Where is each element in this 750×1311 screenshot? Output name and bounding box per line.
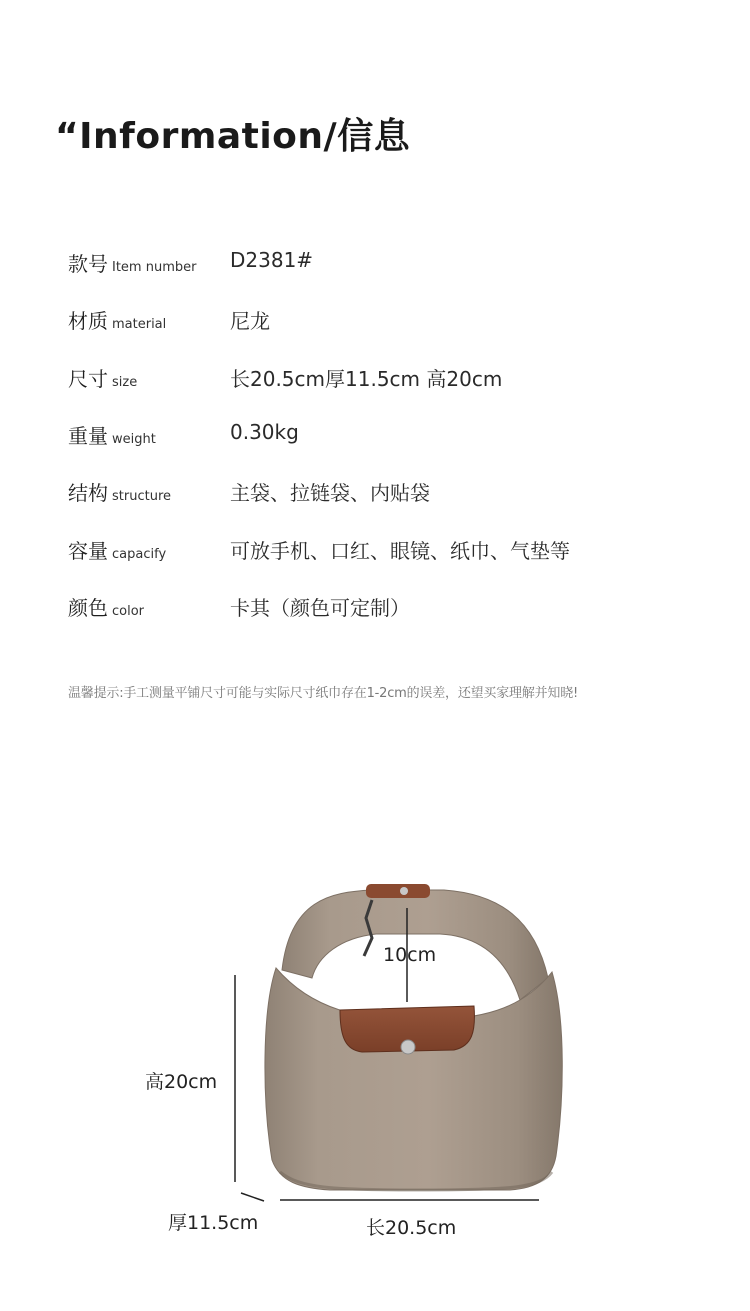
spec-value: 可放手机、口红、眼镜、纸巾、气垫等 <box>230 539 570 563</box>
spec-label-en: material <box>112 317 167 332</box>
spec-value: 长20.5cm厚11.5cm 高20cm <box>230 367 503 391</box>
spec-label-cn: 重量 <box>68 424 108 448</box>
spec-label-cn: 结构 <box>68 481 108 505</box>
measurement-note: 温馨提示:手工测量平铺尺寸可能与实际尺寸纸巾存在1-2cm的误差，还望买家理解并知晓! <box>68 686 579 701</box>
snap-button <box>401 1040 415 1054</box>
spec-label <box>68 477 171 506</box>
spec-label-cn: 款号 <box>68 252 108 276</box>
spec-value: 尼龙 <box>230 309 270 333</box>
spec-label <box>68 248 196 277</box>
spec-value: 0.30kg <box>230 420 299 444</box>
spec-label-en: size <box>112 375 138 390</box>
bag-photo <box>0 860 750 1260</box>
spec-label-cn: 容量 <box>68 539 108 563</box>
spec-label-cn: 颜色 <box>68 596 108 620</box>
spec-value: D2381# <box>230 248 314 272</box>
leather-strap <box>366 884 430 898</box>
spec-label <box>68 535 166 564</box>
spec-label-cn: 材质 <box>68 309 108 333</box>
spec-label <box>68 592 144 621</box>
length-dimension-label: 长20.5cm <box>366 1217 457 1239</box>
spec-label-en: capacify <box>112 547 167 562</box>
depth-dimension-label: 厚11.5cm <box>168 1212 259 1234</box>
height-dimension-label: 高20cm <box>145 1071 218 1093</box>
spec-label-en: structure <box>112 489 171 504</box>
spec-label-en: color <box>112 604 145 619</box>
spec-label <box>68 363 137 392</box>
strap-rivet <box>400 887 408 895</box>
depth-dimension-line <box>241 1193 264 1201</box>
bag-body <box>265 968 562 1190</box>
spec-label <box>68 420 156 449</box>
spec-value: 卡其（颜色可定制） <box>230 596 410 620</box>
spec-label-cn: 尺寸 <box>68 367 108 391</box>
spec-value: 主袋、拉链袋、内贴袋 <box>230 481 430 505</box>
spec-label-en: Item number <box>112 260 197 275</box>
spec-label-en: weight <box>112 432 156 447</box>
handle-dimension-label: 10cm <box>383 944 437 966</box>
spec-label <box>68 305 166 334</box>
page-title: “Information/信息 <box>55 116 411 157</box>
